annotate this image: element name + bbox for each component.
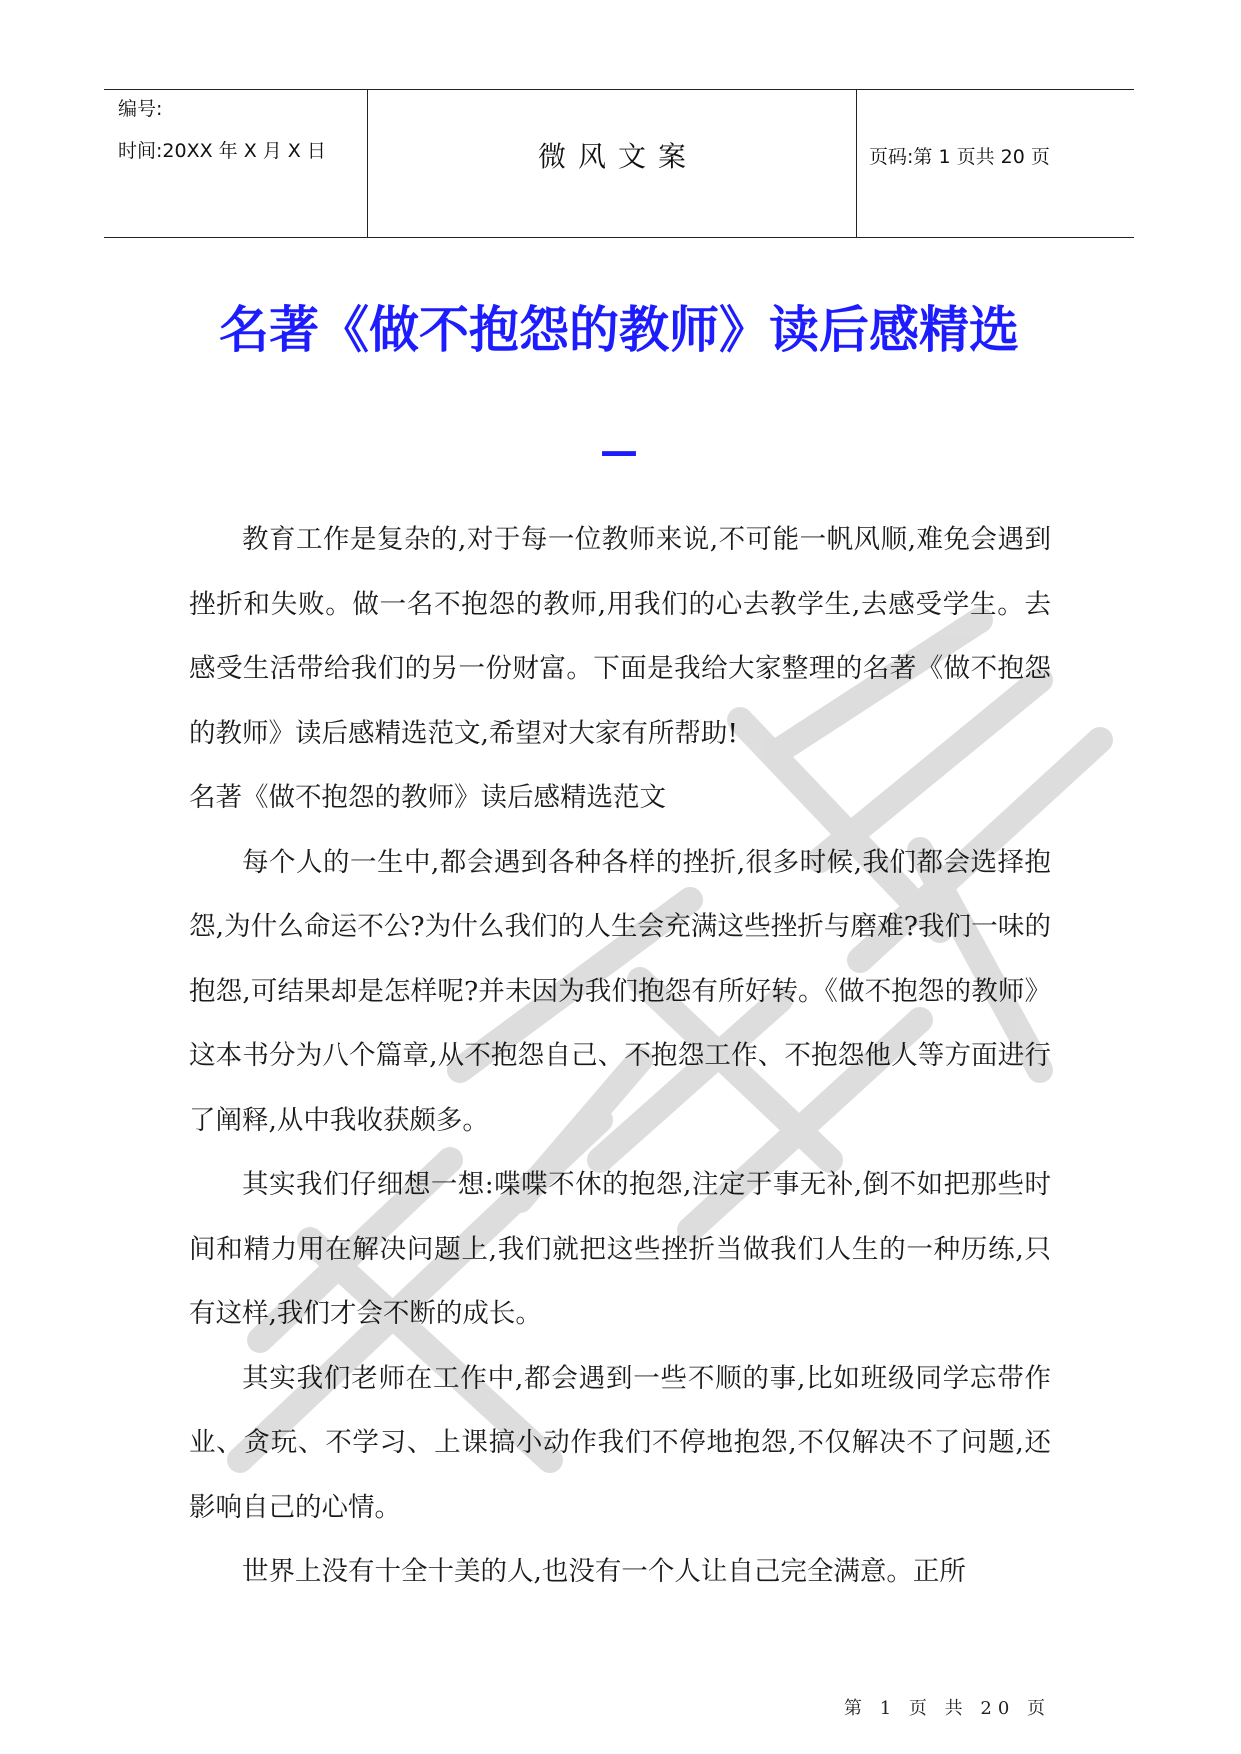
paragraph-body-1: 每个人的一生中,都会遇到各种各样的挫折,很多时候,我们都会选择抱怨,为什么命运不公?为什么我们的人生会充满这些挫折与磨难?我们一味的抱怨,可结果却是怎样呢?并未因为我们抱怨有所好转。《做不抱怨的教师》这本书分为八个篇章,从不抱怨自己、不抱怨工作、不抱怨他人等方面进行了阐释,从中我收获颇多。 — [189, 846, 1051, 1136]
footer-page-number: 第 1 页 共 20 页 — [844, 1698, 1051, 1719]
document-body — [189, 508, 1051, 1605]
document-title-dash: — — [600, 429, 638, 473]
document-time-label: 时间:20XX 年 X 月 X 日 — [118, 140, 326, 162]
paragraph-body-2: 其实我们仔细想一想:喋喋不休的抱怨,注定于事无补,倒不如把那些时间和精力用在解决问题上,我们就把这些挫折当做我们人生的一种历练,只有这样,我们才会不断的成长。 — [189, 1169, 1051, 1329]
paragraph-body-4: 世界上没有十全十美的人,也没有一个人让自己完全满意。正所 — [242, 1556, 966, 1587]
document-number-label: 编号: — [118, 98, 163, 120]
paragraph-body-3: 其实我们老师在工作中,都会遇到一些不顺的事,比如班级同学忘带作业、贪玩、不学习、上课搞小动作我们不停地抱怨,不仅解决不了问题,还影响自己的心情。 — [189, 1362, 1051, 1523]
header-middle-cell — [368, 90, 857, 237]
header-page-label: 页码:第 1 页共 20 页 — [869, 146, 1050, 168]
header-right-cell — [857, 90, 1134, 237]
document-title: 名著《做不抱怨的教师》读后感精选 — [219, 301, 1019, 359]
header-table — [104, 89, 1134, 238]
company-name: 微风文案 — [537, 140, 698, 173]
paragraph-intro: 教育工作是复杂的,对于每一位教师来说,不可能一帆风顺,难免会遇到挫折和失败。做一名不抱怨的教师,用我们的心去教学生,去感受学生。去感受生活带给我们的另一份财富。下面是我给大家整理的名著《做不抱怨的教师》读后感精选范文,希望对大家有所帮助! — [189, 524, 1051, 749]
paragraph-subheading: 名著《做不抱怨的教师》读后感精选范文 — [189, 782, 666, 813]
header-left-cell — [104, 90, 368, 237]
